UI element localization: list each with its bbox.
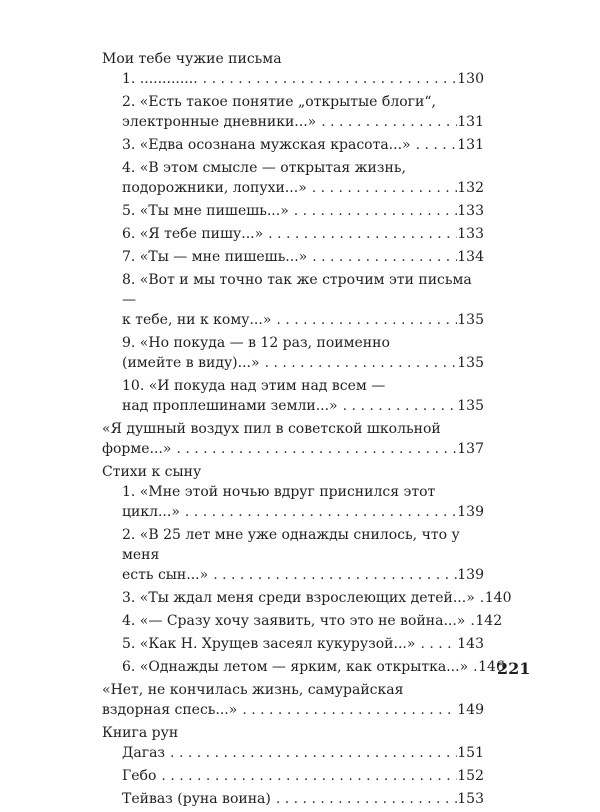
dot-leader: [237, 700, 457, 720]
toc-entry-text: к тебе, ни к кому...»: [122, 312, 272, 328]
dot-leader: [156, 766, 457, 786]
toc-page-number: 135: [457, 355, 484, 371]
toc-entry[interactable]: [102, 376, 484, 416]
toc-entry-text: 4. «— Сразу хочу заявить, что это не война...»: [122, 613, 466, 629]
toc-entry-text: Дагаз: [122, 745, 166, 761]
toc-entry[interactable]: [102, 789, 484, 809]
toc-entry-text: вздорная спесь...»: [102, 702, 238, 718]
toc-section-title: Книга рун: [102, 725, 179, 741]
toc-page-number: 137: [457, 441, 484, 457]
toc-entry-text: «Я душный воздух пил в советской школьной: [102, 421, 441, 437]
dot-leader: [260, 353, 458, 373]
toc-page-number: 132: [457, 180, 484, 196]
toc-entry-text: 10. «И покуда над этим над всем —: [122, 378, 386, 394]
toc-entry-text: 2. «В 25 лет мне уже однажды снилось, что у меня: [122, 527, 460, 563]
toc-entry-text: подорожники, лопухи...»: [122, 180, 307, 196]
toc-page-number: 133: [457, 203, 484, 219]
dot-leader: [289, 201, 457, 221]
toc-page-number: 135: [457, 398, 484, 414]
toc-entry-text: 7. «Ты — мне пишешь...»: [122, 249, 308, 265]
toc-section-title: Мои тебе чужие письма: [102, 51, 282, 67]
dot-leader: [411, 135, 458, 155]
dot-leader: [165, 743, 457, 763]
toc-entry-text: 1. «Мне этой ночью вдруг приснился этот: [122, 484, 436, 500]
dot-leader: [465, 611, 475, 631]
dot-leader: [307, 247, 457, 267]
page-number: 221: [497, 659, 531, 678]
dot-leader: [180, 502, 457, 522]
dot-leader: [415, 634, 457, 654]
toc-entry[interactable]: [102, 743, 484, 763]
table-of-contents: [102, 49, 512, 812]
toc-entry-text: форме...»: [102, 441, 172, 457]
toc-entry[interactable]: [102, 158, 484, 198]
toc-entry[interactable]: [102, 588, 512, 608]
toc-page-number: 139: [457, 567, 484, 583]
toc-entry-text: (имейте в виду)...»: [122, 355, 260, 371]
toc-page-number: 130: [457, 71, 484, 87]
toc-entry[interactable]: [102, 482, 484, 522]
toc-page-number: 134: [457, 249, 484, 265]
toc-entry[interactable]: [102, 333, 484, 373]
toc-entry[interactable]: [102, 135, 484, 155]
toc-entry[interactable]: [102, 634, 484, 654]
toc-entry-text: 6. «Однажды летом — ярким, как открытка...»: [122, 659, 469, 675]
toc-entry[interactable]: [102, 92, 484, 132]
toc-entry[interactable]: [102, 224, 484, 244]
toc-entry[interactable]: [102, 611, 503, 631]
toc-entry-text: 3. «Ты ждал меня среди взрослеющих детей...»: [122, 590, 475, 606]
toc-entry-text: Гебо: [122, 768, 157, 784]
toc-entry-text: 8. «Вот и мы точно так же строчим эти письма —: [122, 272, 472, 308]
toc-page-number: 135: [457, 312, 484, 328]
dot-leader: [338, 396, 458, 416]
dot-leader: [307, 178, 458, 198]
toc-entry[interactable]: [102, 247, 484, 267]
toc-entry-text: цикл...»: [122, 504, 180, 520]
toc-entry-text: 2. «Есть такое понятие „открытые блоги“,: [122, 94, 436, 110]
toc-entry-text: над проплешинами земли...»: [122, 398, 338, 414]
dot-leader: [468, 657, 478, 677]
dot-leader: [271, 789, 457, 809]
toc-page-number: 131: [457, 114, 484, 130]
toc-section-title: Стихи к сыну: [102, 464, 202, 480]
toc-page-number: 151: [457, 745, 484, 761]
toc-entry[interactable]: [102, 419, 484, 459]
toc-entry[interactable]: [102, 69, 484, 89]
toc-entry-text: есть сын...»: [122, 567, 209, 583]
dot-leader: [263, 224, 457, 244]
toc-entry[interactable]: [102, 270, 484, 330]
dot-leader: [171, 439, 457, 459]
toc-entry-text: 4. «В этом смысле — открытая жизнь,: [122, 160, 406, 176]
toc-entry-text: 1. .............: [122, 71, 198, 87]
dot-leader: [198, 69, 458, 89]
toc-entry-text: 5. «Как Н. Хрущев засеял кукурузой...»: [122, 636, 416, 652]
toc-page-number: 152: [457, 768, 484, 784]
toc-page-number: 153: [457, 791, 484, 807]
toc-page-number: 133: [457, 226, 484, 242]
toc-entry-text: 6. «Я тебе пишу...»: [122, 226, 264, 242]
toc-page-number: 139: [457, 504, 484, 520]
dot-leader: [475, 588, 485, 608]
toc-entry[interactable]: [102, 766, 484, 786]
toc-entry-text: 3. «Едва осознана мужская красота...»: [122, 137, 411, 153]
toc-page-number: 146: [478, 659, 505, 675]
toc-page-number: 143: [457, 636, 484, 652]
toc-entry-text: 5. «Ты мне пишешь...»: [122, 203, 289, 219]
dot-leader: [208, 565, 457, 585]
toc-entry-text: Тейваз (руна воина): [122, 791, 271, 807]
toc-page-number: 149: [457, 702, 484, 718]
toc-entry-text: 9. «Но покуда — в 12 раз, поименно: [122, 335, 390, 351]
toc-page-number: 140: [484, 590, 512, 606]
toc-entry[interactable]: [102, 201, 484, 221]
toc-entry[interactable]: [102, 525, 484, 585]
toc-entry[interactable]: [102, 680, 484, 720]
toc-page-number: 131: [457, 137, 484, 153]
toc-entry[interactable]: [102, 657, 505, 677]
dot-leader: [316, 112, 457, 132]
toc-entry-text: электронные дневники...»: [122, 114, 317, 130]
toc-page-number: 142: [475, 613, 503, 629]
toc-entry-text: «Нет, не кончилась жизнь, самурайская: [102, 682, 404, 698]
dot-leader: [271, 310, 457, 330]
